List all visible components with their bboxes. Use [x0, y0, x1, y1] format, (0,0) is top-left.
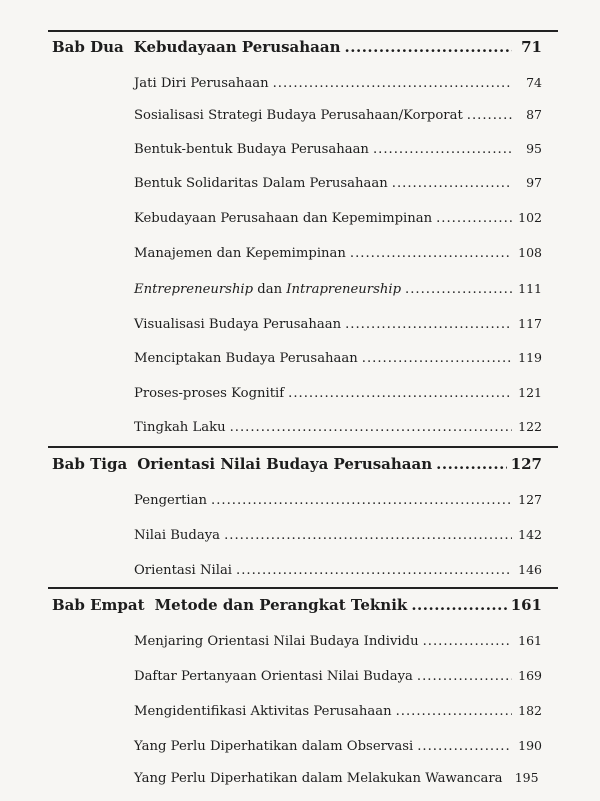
toc-entry[interactable] [134, 350, 542, 366]
chapter-divider [48, 30, 558, 32]
entry-page-number: 111 [518, 281, 542, 296]
dot-leader [345, 317, 512, 332]
dot-leader [467, 108, 512, 123]
chapter-page-number: 71 [521, 38, 542, 56]
entry-title: Proses-proses Kognitif [134, 386, 285, 401]
entry-title: Menciptakan Budaya Perusahaan [134, 351, 358, 366]
toc-entry[interactable] [134, 770, 542, 786]
chapter-page-number: 161 [510, 596, 542, 614]
dot-leader [230, 420, 512, 435]
toc-entry[interactable] [134, 527, 542, 543]
entry-title: Daftar Pertanyaan Orientasi Nilai Budaya [134, 669, 413, 684]
entry-page-number: 146 [518, 562, 542, 577]
toc-entry[interactable] [134, 281, 542, 297]
dot-leader [345, 38, 512, 56]
entry-page-number: 122 [518, 419, 542, 434]
dot-leader [417, 669, 512, 684]
toc-entry[interactable] [134, 385, 542, 401]
entry-title: Bentuk Solidaritas Dalam Perusahaan [134, 176, 388, 191]
dot-leader [236, 563, 512, 578]
entry-page-number: 108 [518, 245, 542, 260]
chapter-label: Bab Empat [52, 596, 145, 614]
entry-title: Visualisasi Budaya Perusahaan [134, 317, 342, 332]
toc-entry[interactable] [134, 492, 542, 508]
chapter-page-number: 127 [510, 455, 542, 473]
entry-page-number: 74 [526, 75, 542, 90]
chapter-title: Orientasi Nilai Budaya Perusahaan [137, 455, 433, 473]
toc-entry[interactable] [134, 210, 542, 226]
dot-leader [362, 351, 512, 366]
chapter-heading-bab-tiga[interactable] [52, 455, 542, 473]
entry-title: Bentuk-bentuk Budaya Perusahaan [134, 142, 369, 157]
entry-title: Orientasi Nilai [134, 563, 233, 578]
dot-leader [211, 493, 512, 508]
dot-leader [405, 282, 512, 297]
toc-entry[interactable] [134, 562, 542, 578]
toc-entry[interactable] [134, 668, 542, 684]
entry-page-number: 87 [526, 107, 542, 122]
entry-page-number: 182 [518, 703, 542, 718]
entry-page-number: 190 [518, 738, 542, 753]
entry-title: Entrepreneurship dan Intrapreneurship [134, 282, 402, 297]
chapter-label: Bab Tiga [52, 455, 128, 473]
dot-leader [396, 704, 512, 719]
chapter-divider [48, 446, 558, 448]
entry-page-number: 142 [518, 527, 542, 542]
entry-title: Jati Diri Perusahaan [134, 76, 269, 91]
chapter-title: Metode dan Perangkat Teknik [154, 596, 408, 614]
dot-leader [417, 739, 512, 754]
toc-entry[interactable] [134, 175, 542, 191]
toc-entry[interactable] [134, 245, 542, 261]
entry-title: Menjaring Orientasi Nilai Budaya Individu [134, 634, 419, 649]
toc-entry[interactable] [134, 75, 542, 91]
dot-leader [392, 176, 512, 191]
dot-leader [224, 528, 512, 543]
dot-leader [411, 596, 506, 614]
entry-title: Pengertian [134, 493, 208, 508]
dot-leader [423, 634, 512, 649]
entry-page-number: 119 [518, 350, 542, 365]
entry-page-number: 161 [518, 633, 542, 648]
chapter-heading-bab-empat[interactable] [52, 596, 542, 614]
entry-page-number: 117 [518, 316, 542, 331]
entry-title: Manajemen dan Kepemimpinan [134, 246, 346, 261]
entry-page-number: 195 [514, 770, 539, 785]
entry-title: Sosialisasi Strategi Budaya Perusahaan/Korporat [134, 108, 463, 123]
toc-entry[interactable] [134, 107, 542, 123]
entry-title: Yang Perlu Diperhatikan dalam Observasi [134, 739, 414, 754]
dot-leader [350, 246, 512, 261]
dot-leader [436, 455, 507, 473]
toc-entry[interactable] [134, 141, 542, 157]
entry-title: Yang Perlu Diperhatikan dalam Melakukan Wawancara [134, 771, 503, 786]
toc-entry[interactable] [134, 419, 542, 435]
toc-entry[interactable] [134, 316, 542, 332]
entry-title: Kebudayaan Perusahaan dan Kepemimpinan [134, 211, 433, 226]
chapter-title: Kebudayaan Perusahaan [133, 38, 341, 56]
toc-entry[interactable] [134, 738, 542, 754]
toc-entry[interactable] [134, 633, 542, 649]
entry-page-number: 102 [518, 210, 542, 225]
entry-title: Mengidentifikasi Aktivitas Perusahaan [134, 704, 392, 719]
entry-page-number: 127 [518, 492, 542, 507]
entry-title: Tingkah Laku [134, 420, 226, 435]
dot-leader [436, 211, 512, 226]
entry-title: Nilai Budaya [134, 528, 221, 543]
dot-leader [373, 142, 512, 157]
dot-leader [288, 386, 512, 401]
dot-leader [273, 76, 512, 91]
entry-page-number: 95 [526, 141, 542, 156]
chapter-label: Bab Dua [52, 38, 124, 56]
toc-entry[interactable] [134, 703, 542, 719]
chapter-heading-bab-dua[interactable] [52, 38, 542, 56]
entry-page-number: 169 [518, 668, 542, 683]
entry-page-number: 97 [526, 175, 542, 190]
entry-page-number: 121 [518, 385, 542, 400]
chapter-divider [48, 587, 558, 589]
